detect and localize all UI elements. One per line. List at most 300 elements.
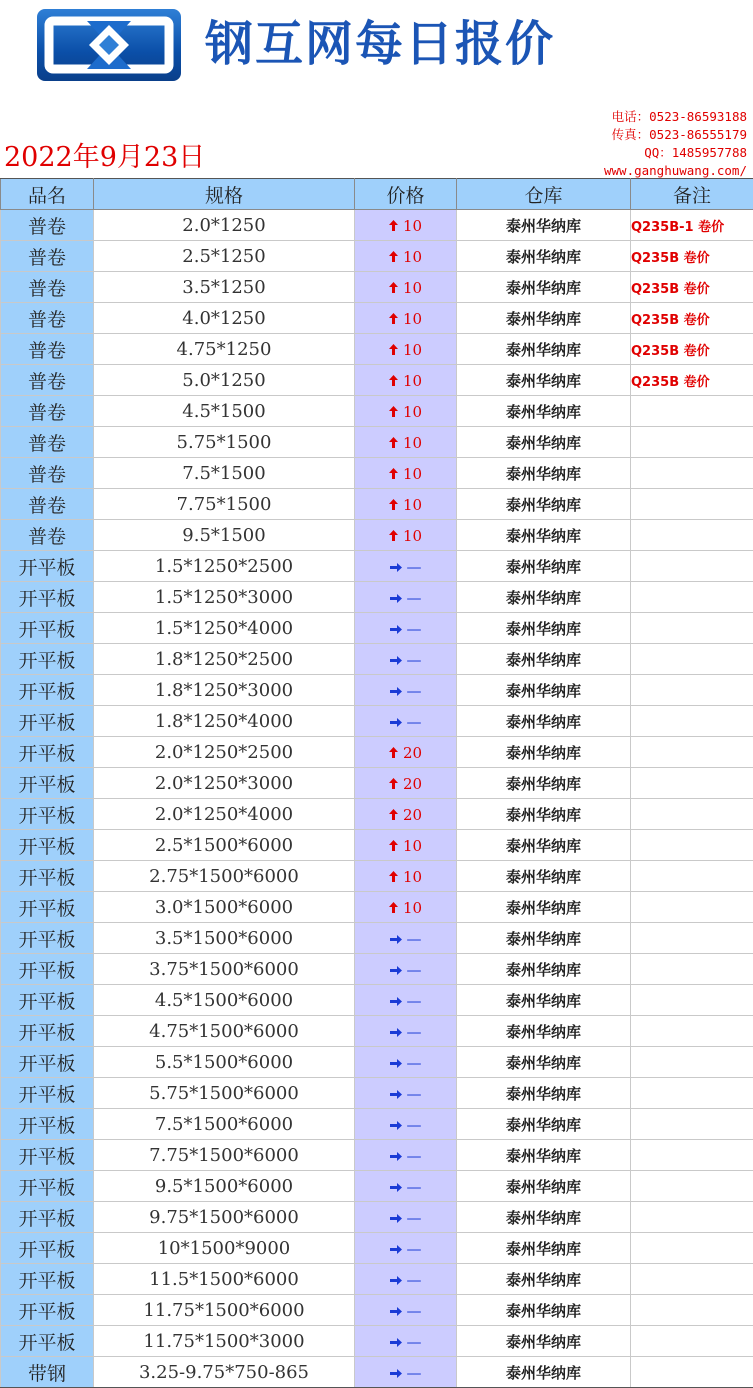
note-cell: [631, 1357, 753, 1388]
price-change-cell: [355, 675, 457, 706]
spec-cell: 2.0*1250: [94, 210, 355, 241]
table-row: [1, 830, 753, 861]
table-row: [1, 489, 753, 520]
warehouse-cell: 泰州华纳库: [457, 1171, 631, 1202]
price-change-value: —: [406, 1146, 422, 1165]
warehouse-cell: 泰州华纳库: [457, 1047, 631, 1078]
note-cell: [631, 427, 753, 458]
price-change-cell: [355, 613, 457, 644]
price-change-cell: [355, 458, 457, 489]
note-cell: Q235B 卷价: [631, 272, 753, 303]
price-change-value: —: [406, 1208, 422, 1227]
warehouse-cell: 泰州华纳库: [457, 427, 631, 458]
table-row: [1, 241, 753, 272]
note-cell: [631, 613, 753, 644]
arrow-right-icon: [390, 1147, 402, 1165]
product-name-cell: 开平板: [1, 985, 94, 1016]
price-change-value: 10: [402, 433, 423, 452]
table-row: [1, 613, 753, 644]
price-change-cell: [355, 427, 457, 458]
product-name-cell: 普卷: [1, 396, 94, 427]
spec-cell: 1.5*1250*4000: [94, 613, 355, 644]
product-name-cell: 开平板: [1, 1264, 94, 1295]
arrow-up-icon: [389, 806, 398, 824]
table-row: [1, 1078, 753, 1109]
price-change-value: —: [406, 1332, 422, 1351]
price-change-cell: [355, 830, 457, 861]
note-cell: [631, 1326, 753, 1357]
arrow-right-icon: [390, 620, 402, 638]
warehouse-cell: 泰州华纳库: [457, 1140, 631, 1171]
product-name-cell: 开平板: [1, 799, 94, 830]
warehouse-cell: 泰州华纳库: [457, 241, 631, 272]
arrow-up-icon: [389, 899, 398, 917]
table-row: [1, 396, 753, 427]
price-change-value: 10: [402, 340, 423, 359]
table-row: [1, 365, 753, 396]
warehouse-cell: 泰州华纳库: [457, 830, 631, 861]
product-name-cell: 普卷: [1, 365, 94, 396]
note-cell: [631, 1140, 753, 1171]
table-row: [1, 582, 753, 613]
table-row: [1, 954, 753, 985]
warehouse-cell: 泰州华纳库: [457, 334, 631, 365]
arrow-right-icon: [390, 1116, 402, 1134]
spec-cell: 5.75*1500*6000: [94, 1078, 355, 1109]
note-cell: [631, 1109, 753, 1140]
column-header-spec: 规格: [94, 179, 355, 210]
spec-cell: 9.5*1500: [94, 520, 355, 551]
note-cell: [631, 520, 753, 551]
price-change-cell: [355, 303, 457, 334]
contact-url[interactable]: www.ganghuwang.com/: [604, 163, 747, 178]
note-cell: [631, 954, 753, 985]
price-change-value: —: [406, 557, 422, 576]
note-cell: [631, 1078, 753, 1109]
column-header-warehouse: 仓库: [457, 179, 631, 210]
warehouse-cell: 泰州华纳库: [457, 768, 631, 799]
arrow-right-icon: [390, 930, 402, 948]
note-cell: [631, 768, 753, 799]
price-change-cell: [355, 768, 457, 799]
note-cell: [631, 737, 753, 768]
spec-cell: 4.5*1500: [94, 396, 355, 427]
table-row: [1, 334, 753, 365]
column-header-name: 品名: [1, 179, 94, 210]
note-cell: [631, 923, 753, 954]
note-cell: [631, 458, 753, 489]
note-cell: [631, 1264, 753, 1295]
company-logo: [37, 9, 181, 81]
table-header-row: [1, 179, 753, 210]
price-change-cell: [355, 210, 457, 241]
table-row: [1, 1233, 753, 1264]
note-cell: [631, 489, 753, 520]
table-row: [1, 985, 753, 1016]
spec-cell: 5.0*1250: [94, 365, 355, 396]
product-name-cell: 开平板: [1, 954, 94, 985]
price-change-value: 10: [402, 836, 423, 855]
table-row: [1, 520, 753, 551]
warehouse-cell: 泰州华纳库: [457, 923, 631, 954]
brand-title: 钢互网每日报价: [205, 16, 556, 72]
price-change-value: 10: [402, 309, 423, 328]
price-change-value: —: [406, 960, 422, 979]
product-name-cell: 普卷: [1, 303, 94, 334]
report-header: [0, 0, 753, 178]
table-row: [1, 1202, 753, 1233]
price-change-value: —: [406, 1053, 422, 1072]
price-change-cell: [355, 861, 457, 892]
spec-cell: 1.8*1250*2500: [94, 644, 355, 675]
price-change-cell: [355, 334, 457, 365]
price-change-value: —: [406, 929, 422, 948]
warehouse-cell: 泰州华纳库: [457, 1109, 631, 1140]
price-change-cell: [355, 365, 457, 396]
product-name-cell: 开平板: [1, 613, 94, 644]
table-row: [1, 210, 753, 241]
arrow-up-icon: [389, 310, 398, 328]
price-change-value: 10: [402, 526, 423, 545]
arrow-up-icon: [389, 341, 398, 359]
note-cell: [631, 1016, 753, 1047]
price-change-value: 10: [402, 402, 423, 421]
warehouse-cell: 泰州华纳库: [457, 272, 631, 303]
product-name-cell: 普卷: [1, 272, 94, 303]
arrow-up-icon: [389, 837, 398, 855]
warehouse-cell: 泰州华纳库: [457, 1233, 631, 1264]
table-row: [1, 892, 753, 923]
table-row: [1, 1109, 753, 1140]
price-change-cell: [355, 892, 457, 923]
arrow-up-icon: [389, 434, 398, 452]
table-row: [1, 1357, 753, 1388]
arrow-up-icon: [389, 279, 398, 297]
arrow-up-icon: [389, 403, 398, 421]
price-change-cell: [355, 1264, 457, 1295]
warehouse-cell: 泰州华纳库: [457, 520, 631, 551]
price-change-value: —: [406, 650, 422, 669]
price-change-cell: [355, 985, 457, 1016]
arrow-up-icon: [389, 744, 398, 762]
spec-cell: 3.0*1500*6000: [94, 892, 355, 923]
note-cell: [631, 985, 753, 1016]
price-change-value: 10: [402, 867, 423, 886]
spec-cell: 1.5*1250*2500: [94, 551, 355, 582]
price-change-value: —: [406, 681, 422, 700]
contact-qq: QQ：1485957788: [644, 145, 747, 160]
price-change-value: 10: [402, 371, 423, 390]
table-row: [1, 737, 753, 768]
warehouse-cell: 泰州华纳库: [457, 737, 631, 768]
price-change-cell: [355, 1202, 457, 1233]
arrow-right-icon: [390, 1054, 402, 1072]
contact-fax: 传真：0523-86555179: [611, 127, 747, 142]
warehouse-cell: 泰州华纳库: [457, 1295, 631, 1326]
price-change-value: —: [406, 1022, 422, 1041]
contact-phone: 电话：0523-86593188: [611, 109, 747, 124]
price-change-cell: [355, 1295, 457, 1326]
spec-cell: 11.75*1500*6000: [94, 1295, 355, 1326]
price-change-value: 20: [402, 774, 423, 793]
price-change-value: —: [406, 1270, 422, 1289]
table-row: [1, 1264, 753, 1295]
product-name-cell: 普卷: [1, 458, 94, 489]
spec-cell: 2.0*1250*2500: [94, 737, 355, 768]
arrow-right-icon: [390, 1085, 402, 1103]
price-change-cell: [355, 272, 457, 303]
price-change-cell: [355, 1047, 457, 1078]
table-row: [1, 1326, 753, 1357]
product-name-cell: 开平板: [1, 551, 94, 582]
spec-cell: 3.75*1500*6000: [94, 954, 355, 985]
product-name-cell: 开平板: [1, 1326, 94, 1357]
product-name-cell: 开平板: [1, 1016, 94, 1047]
column-header-note: 备注: [631, 179, 753, 210]
note-cell: [631, 396, 753, 427]
product-name-cell: 普卷: [1, 520, 94, 551]
price-change-value: 10: [402, 898, 423, 917]
price-change-cell: [355, 644, 457, 675]
product-name-cell: 开平板: [1, 830, 94, 861]
spec-cell: 4.0*1250: [94, 303, 355, 334]
price-change-cell: [355, 551, 457, 582]
arrow-right-icon: [390, 1302, 402, 1320]
arrow-right-icon: [390, 1271, 402, 1289]
note-cell: [631, 892, 753, 923]
spec-cell: 7.75*1500: [94, 489, 355, 520]
note-cell: Q235B-1 卷价: [631, 210, 753, 241]
price-change-value: —: [406, 1115, 422, 1134]
spec-cell: 1.5*1250*3000: [94, 582, 355, 613]
product-name-cell: 开平板: [1, 923, 94, 954]
price-change-cell: [355, 737, 457, 768]
note-cell: Q235B 卷价: [631, 334, 753, 365]
price-change-cell: [355, 1078, 457, 1109]
arrow-right-icon: [390, 1364, 402, 1382]
note-cell: [631, 1047, 753, 1078]
note-cell: [631, 551, 753, 582]
arrow-right-icon: [390, 713, 402, 731]
arrow-up-icon: [389, 527, 398, 545]
table-row: [1, 303, 753, 334]
note-cell: [631, 861, 753, 892]
table-row: [1, 768, 753, 799]
note-cell: [631, 1202, 753, 1233]
spec-cell: 2.75*1500*6000: [94, 861, 355, 892]
report-date: 2022年9月23日: [4, 142, 206, 173]
price-change-cell: [355, 1233, 457, 1264]
price-change-value: 20: [402, 743, 423, 762]
product-name-cell: 开平板: [1, 675, 94, 706]
price-change-cell: [355, 396, 457, 427]
product-name-cell: 开平板: [1, 1233, 94, 1264]
warehouse-cell: 泰州华纳库: [457, 675, 631, 706]
price-change-cell: [355, 799, 457, 830]
spec-cell: 2.5*1250: [94, 241, 355, 272]
warehouse-cell: 泰州华纳库: [457, 210, 631, 241]
product-name-cell: 开平板: [1, 644, 94, 675]
note-cell: [631, 1295, 753, 1326]
warehouse-cell: 泰州华纳库: [457, 303, 631, 334]
price-change-value: —: [406, 712, 422, 731]
warehouse-cell: 泰州华纳库: [457, 644, 631, 675]
table-row: [1, 272, 753, 303]
product-name-cell: 普卷: [1, 489, 94, 520]
warehouse-cell: 泰州华纳库: [457, 1264, 631, 1295]
warehouse-cell: 泰州华纳库: [457, 582, 631, 613]
price-change-value: —: [406, 1301, 422, 1320]
price-change-cell: [355, 1016, 457, 1047]
arrow-right-icon: [390, 961, 402, 979]
arrow-right-icon: [390, 682, 402, 700]
arrow-right-icon: [390, 992, 402, 1010]
table-row: [1, 861, 753, 892]
price-change-value: —: [406, 619, 422, 638]
note-cell: [631, 675, 753, 706]
product-name-cell: 开平板: [1, 706, 94, 737]
price-change-cell: [355, 1171, 457, 1202]
spec-cell: 4.75*1500*6000: [94, 1016, 355, 1047]
product-name-cell: 带钢: [1, 1357, 94, 1388]
product-name-cell: 开平板: [1, 1295, 94, 1326]
table-row: [1, 923, 753, 954]
table-row: [1, 458, 753, 489]
table-row: [1, 1047, 753, 1078]
arrow-up-icon: [389, 868, 398, 886]
price-change-cell: [355, 582, 457, 613]
product-name-cell: 开平板: [1, 1109, 94, 1140]
product-name-cell: 开平板: [1, 1140, 94, 1171]
price-table: [0, 178, 753, 1388]
spec-cell: 4.5*1500*6000: [94, 985, 355, 1016]
spec-cell: 2.5*1500*6000: [94, 830, 355, 861]
warehouse-cell: 泰州华纳库: [457, 799, 631, 830]
product-name-cell: 开平板: [1, 861, 94, 892]
warehouse-cell: 泰州华纳库: [457, 954, 631, 985]
warehouse-cell: 泰州华纳库: [457, 1357, 631, 1388]
spec-cell: 10*1500*9000: [94, 1233, 355, 1264]
column-header-price: 价格: [355, 179, 457, 210]
warehouse-cell: 泰州华纳库: [457, 489, 631, 520]
price-change-value: 10: [402, 278, 423, 297]
arrow-right-icon: [390, 1240, 402, 1258]
product-name-cell: 普卷: [1, 334, 94, 365]
arrow-up-icon: [389, 775, 398, 793]
spec-cell: 7.5*1500*6000: [94, 1109, 355, 1140]
spec-cell: 5.5*1500*6000: [94, 1047, 355, 1078]
warehouse-cell: 泰州华纳库: [457, 458, 631, 489]
product-name-cell: 开平板: [1, 737, 94, 768]
table-row: [1, 551, 753, 582]
spec-cell: 1.8*1250*3000: [94, 675, 355, 706]
price-change-value: 10: [402, 247, 423, 266]
note-cell: [631, 830, 753, 861]
spec-cell: 7.75*1500*6000: [94, 1140, 355, 1171]
price-change-value: —: [406, 1239, 422, 1258]
table-row: [1, 1171, 753, 1202]
table-row: [1, 1295, 753, 1326]
spec-cell: 9.5*1500*6000: [94, 1171, 355, 1202]
price-change-value: —: [406, 588, 422, 607]
product-name-cell: 普卷: [1, 241, 94, 272]
product-name-cell: 开平板: [1, 892, 94, 923]
note-cell: Q235B 卷价: [631, 365, 753, 396]
price-change-value: 10: [402, 464, 423, 483]
note-cell: [631, 582, 753, 613]
spec-cell: 3.25-9.75*750-865: [94, 1357, 355, 1388]
price-change-value: 10: [402, 216, 423, 235]
price-change-value: —: [406, 1177, 422, 1196]
warehouse-cell: 泰州华纳库: [457, 706, 631, 737]
warehouse-cell: 泰州华纳库: [457, 613, 631, 644]
spec-cell: 7.5*1500: [94, 458, 355, 489]
arrow-right-icon: [390, 1178, 402, 1196]
arrow-up-icon: [389, 217, 398, 235]
note-cell: [631, 1171, 753, 1202]
price-change-cell: [355, 1109, 457, 1140]
arrow-right-icon: [390, 651, 402, 669]
price-change-cell: [355, 489, 457, 520]
table-row: [1, 1140, 753, 1171]
warehouse-cell: 泰州华纳库: [457, 1078, 631, 1109]
price-change-value: 20: [402, 805, 423, 824]
spec-cell: 11.75*1500*3000: [94, 1326, 355, 1357]
price-change-value: —: [406, 991, 422, 1010]
warehouse-cell: 泰州华纳库: [457, 1016, 631, 1047]
spec-cell: 11.5*1500*6000: [94, 1264, 355, 1295]
price-change-cell: [355, 706, 457, 737]
note-cell: Q235B 卷价: [631, 303, 753, 334]
price-change-cell: [355, 1140, 457, 1171]
spec-cell: 5.75*1500: [94, 427, 355, 458]
warehouse-cell: 泰州华纳库: [457, 1326, 631, 1357]
arrow-right-icon: [390, 1023, 402, 1041]
spec-cell: 2.0*1250*3000: [94, 768, 355, 799]
spec-cell: 4.75*1250: [94, 334, 355, 365]
contact-info: [604, 108, 747, 180]
price-change-value: —: [406, 1363, 422, 1382]
spec-cell: 3.5*1500*6000: [94, 923, 355, 954]
table-row: [1, 799, 753, 830]
warehouse-cell: 泰州华纳库: [457, 861, 631, 892]
spec-cell: 3.5*1250: [94, 272, 355, 303]
product-name-cell: 普卷: [1, 427, 94, 458]
arrow-right-icon: [390, 558, 402, 576]
table-row: [1, 675, 753, 706]
price-change-cell: [355, 923, 457, 954]
warehouse-cell: 泰州华纳库: [457, 985, 631, 1016]
price-change-cell: [355, 954, 457, 985]
note-cell: Q235B 卷价: [631, 241, 753, 272]
spec-cell: 2.0*1250*4000: [94, 799, 355, 830]
price-change-cell: [355, 241, 457, 272]
note-cell: [631, 1233, 753, 1264]
arrow-right-icon: [390, 1209, 402, 1227]
warehouse-cell: 泰州华纳库: [457, 1202, 631, 1233]
table-row: [1, 644, 753, 675]
arrow-up-icon: [389, 248, 398, 266]
table-row: [1, 427, 753, 458]
spec-cell: 1.8*1250*4000: [94, 706, 355, 737]
note-cell: [631, 799, 753, 830]
note-cell: [631, 644, 753, 675]
product-name-cell: 开平板: [1, 1202, 94, 1233]
price-change-value: 10: [402, 495, 423, 514]
product-name-cell: 开平板: [1, 1078, 94, 1109]
spec-cell: 9.75*1500*6000: [94, 1202, 355, 1233]
product-name-cell: 开平板: [1, 1047, 94, 1078]
